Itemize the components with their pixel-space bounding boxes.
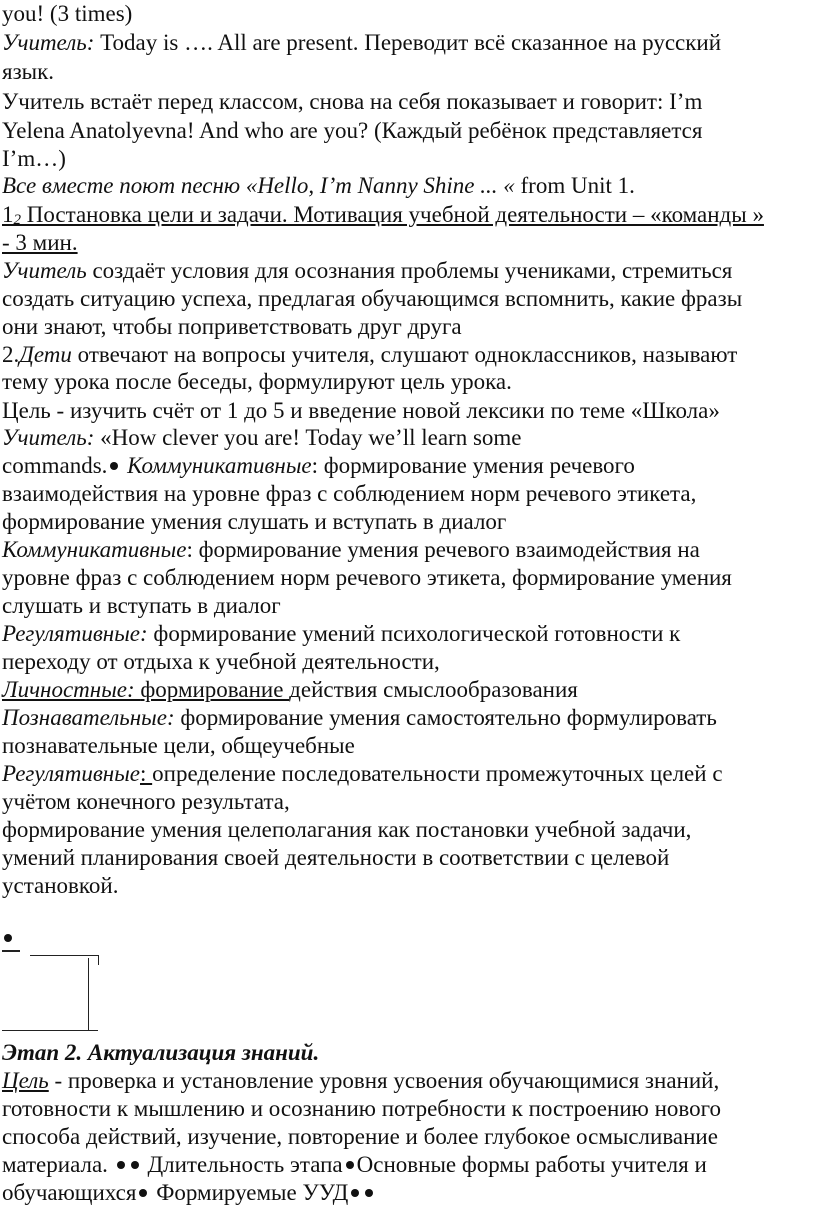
bullet-icon [365, 1189, 373, 1197]
text-line: они знают, чтобы поприветствовать друг друга [2, 314, 462, 339]
speaker-label: Учитель [2, 258, 87, 283]
section-heading: - 3 мин. [2, 230, 78, 255]
table-border [2, 1030, 98, 1031]
text-line: Познавательные: формирование умения самостоятельно формулировать [2, 705, 717, 730]
text-line: готовности к мышлению и осознанию потребности к построению нового [2, 1096, 721, 1121]
table-border [30, 955, 98, 956]
text-line: Цель - проверка и установление уровня усвоения обучающимися знаний, [2, 1068, 720, 1093]
text-line: язык. [2, 59, 55, 84]
text-line: Личностные: формирование действия смыслообразования [2, 677, 578, 702]
text-line: Цель - изучить счёт от 1 до 5 и введение новой лексики по теме «Школа» [2, 398, 720, 423]
text-line: you! (3 times) [2, 1, 133, 26]
text-line: материала. Длительность этапа Основные формы работы учителя и [2, 1152, 707, 1177]
section-heading: 12 Постановка цели и задачи. Мотивация учебной деятельности – «команды » [2, 202, 764, 228]
table-border [88, 958, 89, 1030]
stage-heading: Этап 2. Актуализация знаний. [2, 1040, 320, 1065]
speaker-label: Учитель: [2, 425, 95, 450]
text-line: I’m…) [2, 146, 66, 171]
text-line: переходу от отдыха к учебной деятельности, [2, 649, 440, 674]
text-line: Учитель создаёт условия для осознания проблемы учениками, стремиться [2, 258, 733, 283]
bullet-icon [351, 1189, 359, 1197]
text-line: установкой. [2, 873, 119, 898]
bullet-icon [117, 1161, 125, 1169]
table-border [2, 950, 20, 952]
text-line: тему урока после беседы, формулируют цель урока. [2, 369, 512, 394]
text-line: Регулятивные: формирование умений психологической готовности к [2, 621, 681, 646]
bullet-icon [4, 934, 12, 942]
bullet-icon [131, 1161, 139, 1169]
text-line: уровне фраз с соблюдением норм речевого этикета, формирование умения [2, 565, 732, 590]
speaker-label: Учитель: [2, 30, 95, 55]
speaker-label: Дети [19, 342, 72, 367]
text-line: Yelena Anatolyevna! And who are you? (Каждый ребёнок представляется [2, 118, 703, 143]
text-line: формирование умения целеполагания как постановки учебной задачи, [2, 817, 692, 842]
text-line: 2.Дети отвечают на вопросы учителя, слушают одноклассников, называют [2, 342, 738, 367]
text-line: способа действий, изучение, повторение и более глубокое осмысливание [2, 1124, 718, 1149]
text-line: Учитель: «How clever you are! Today we’ll learn some [2, 425, 522, 450]
text-line: формирование умения слушать и вступать в диалог [2, 509, 507, 534]
text-line: умений планирования своей деятельности в соответствии с целевой [2, 845, 670, 870]
text-line: Регулятивные: определение последовательности промежуточных целей с [2, 761, 723, 786]
table-border [98, 955, 99, 965]
bullet-icon [346, 1161, 354, 1169]
text-line: Учитель: Today is …. All are present. Переводит всё сказанное на русский [2, 30, 722, 55]
text-line: Все вместе поют песню «Hello, I’m Nanny Shine ... « from Unit 1. [2, 173, 635, 198]
text-line: обучающихся Формируемые УУД [2, 1179, 376, 1207]
text-line: слушать и вступать в диалог [2, 593, 281, 618]
text-line: создать ситуацию успеха, предлагая обучающимся вспомнить, какие фразы [2, 286, 743, 311]
text-line: взаимодействия на уровне фраз с соблюдением норм речевого этикета, [2, 481, 697, 506]
text-line: познавательные цели, общеучебные [2, 733, 355, 758]
text-line: commands. Коммуникативные: формирование умения речевого [2, 453, 635, 478]
text-line: Учитель встаёт перед классом, снова на себя показывает и говорит: I’m [2, 89, 703, 114]
text-line: Коммуникативные: формирование умения речевого взаимодействия на [2, 537, 700, 562]
text-line: учётом конечного результата, [2, 789, 290, 814]
bullet-icon [110, 462, 118, 470]
bullet-icon [139, 1189, 147, 1197]
